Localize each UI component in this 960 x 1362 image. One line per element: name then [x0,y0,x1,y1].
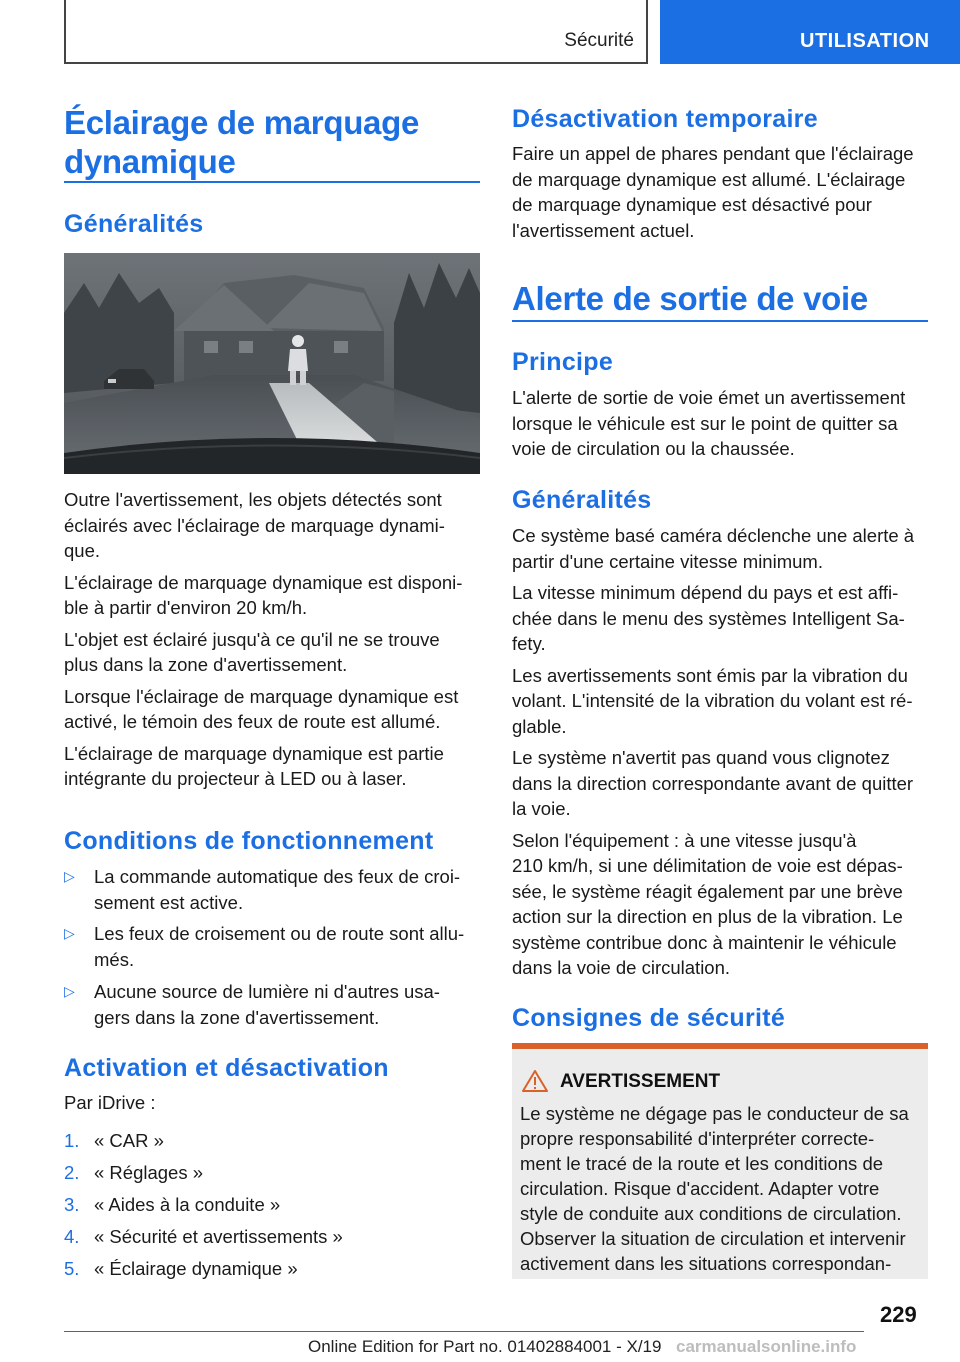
step-item [64,1160,480,1185]
text-line: dans la direction correspondante avant de quitter [512,772,914,794]
text-line: Selon l'équipement : à une vitesse jusqu'à [512,829,857,851]
warning-bar [512,1043,928,1049]
bullet-line: Aucune source de lumière ni d'autres usa‐ [94,981,440,1002]
text-line: circulation. Risque d'accident. Adapter votre [520,1178,880,1199]
bullet-line: més. [94,948,135,970]
bullet-line: gers dans la zone d'avertissement. [94,1006,380,1028]
text-line: L'éclairage de marquage dynamique est partie [64,742,444,764]
watermark: carmanualsonline.info [676,1337,857,1356]
triangle-bullet-icon: ▷ [64,868,75,884]
night-scene-image [64,253,480,474]
step-item [64,1192,480,1217]
step-item [64,1256,480,1281]
text-line: Lorsque l'éclairage de marquage dynamique est [64,685,459,707]
text-line: la voie. [512,798,571,819]
bullet-item [64,864,480,916]
text-line: dans la voie de circulation. [512,957,731,978]
text-line: activé, le témoin des feux de route est allumé. [64,711,441,732]
step-number: 4. [64,1226,80,1247]
text-line: 210 km/h, si une délimitation de voie est dépas‐ [512,855,903,876]
principe-text [512,385,928,462]
text-line: L'objet est éclairé jusqu'à ce qu'il ne se trouve [64,628,440,650]
text-line: Outre l'avertissement, les objets détectés sont [64,489,442,510]
bullet-line: Les feux de croisement ou de route sont allu‐ [94,923,465,944]
heading-generalites-right: Généralités [512,486,652,514]
page-title-line1: Éclairage de marquage [64,104,420,141]
text-line: système contribue donc à maintenir le véhicule [512,931,897,953]
text-line: Faire un appel de phares pendant que l'éclairage [512,143,914,164]
section-label: Sécurité [564,30,634,51]
bullet-item [64,979,480,1031]
step-item [64,1224,480,1249]
night-road-illustration [64,253,480,474]
text-line: Observer la situation de circulation et intervenir [520,1228,906,1249]
text-line: de marquage dynamique est désactivé pour [512,194,872,215]
step-text: « CAR » [94,1130,164,1151]
text-line: style de conduite aux conditions de circulation. [520,1203,902,1224]
text-line: Ce système basé caméra déclenche une alerte à [512,525,915,546]
warning-box [512,1043,928,1279]
step-text: « Aides à la conduite » [94,1194,281,1215]
step-number: 5. [64,1258,80,1279]
text-line: L'alerte de sortie de voie émet un avertissement [512,387,906,408]
text-line: volant. L'intensité de la vibration du volant est ré‐ [512,690,913,711]
text-line: lorsque le véhicule est sur le point de quitter sa [512,412,898,434]
text-line: plus dans la zone d'avertissement. [64,654,348,675]
text-line: ble à partir d'environ 20 km/h. [64,597,308,618]
generalites-text [512,523,928,981]
heading-generalites-left: Généralités [64,210,204,238]
text-line: La vitesse minimum dépend du pays et est affi‐ [512,582,899,603]
text-line: sée, le système réagit également par une brève [512,880,903,902]
triangle-bullet-icon: ▷ [64,983,75,999]
text-line: activement dans les situations correspondan‐ [520,1253,892,1274]
section-title-rule [512,320,928,322]
warning-text [520,1101,924,1276]
bullet-line: sement est active. [94,891,244,913]
text-line: chée dans le menu des systèmes Intelligent Sa‐ [512,607,905,629]
text-line: propre responsabilité d'interpréter correcte‐ [520,1128,875,1149]
text-line: Le système ne dégage pas le conducteur de sa [520,1103,909,1124]
footer-rule [64,1331,864,1332]
step-text: « Sécurité et avertissements » [94,1226,343,1247]
text-line: action sur la direction en plus de la vibration. Le [512,906,903,927]
page-title-line2: dynamique [64,143,236,180]
left-para-block [64,487,480,792]
activation-intro: Par iDrive : [64,1092,156,1113]
text-line: intégrante du projecteur à LED ou à laser. [64,768,407,789]
heading-consignes: Consignes de sécurité [512,1004,786,1032]
text-line: partir d'une certaine vitesse minimum. [512,550,823,572]
text-line: L'éclairage de marquage dynamique est disponi‐ [64,571,463,593]
step-number: 3. [64,1194,80,1215]
heading-principe: Principe [512,348,614,376]
bullet-line: La commande automatique des feux de croi‐ [94,866,461,887]
text-line: glable. [512,715,567,737]
heading-conditions: Conditions de fonctionnement [64,827,434,855]
step-number: 2. [64,1162,80,1183]
chapter-tab-label: UTILISATION [800,30,930,52]
header-box [64,0,648,64]
chapter-tab [660,0,960,64]
section-title-alerte: Alerte de sortie de voie [512,280,868,317]
text-line: éclairés avec l'éclairage de marquage dynami‐ [64,514,445,536]
step-text: « Éclairage dynamique » [94,1258,298,1279]
text-line: ment le tracé de la route et les conditions de [520,1153,884,1174]
page-number: 229 [880,1302,917,1327]
step-item [64,1128,480,1153]
text-line: l'avertissement actuel. [512,219,695,241]
step-text: « Réglages » [94,1162,204,1183]
text-line: Le système n'avertit pas quand vous clignotez [512,747,890,768]
text-line: Les avertissements sont émis par la vibration du [512,664,908,686]
text-line: que. [64,540,101,561]
heading-desactivation: Désactivation temporaire [512,105,818,133]
step-number: 1. [64,1130,80,1151]
footer-edition: Online Edition for Part no. 01402884001 - X/19 [308,1337,662,1356]
text-line: voie de circulation ou la chaussée. [512,438,795,459]
triangle-bullet-icon: ▷ [64,925,75,941]
warning-triangle-icon [522,1069,548,1093]
text-line: fety. [512,633,546,654]
title-rule [64,181,480,183]
bullet-item [64,921,480,973]
text-line: de marquage dynamique est allumé. L'éclairage [512,168,906,190]
heading-activation: Activation et désactivation [64,1054,389,1082]
warning-title: AVERTISSEMENT [560,1071,721,1092]
desactivation-text [512,141,928,243]
